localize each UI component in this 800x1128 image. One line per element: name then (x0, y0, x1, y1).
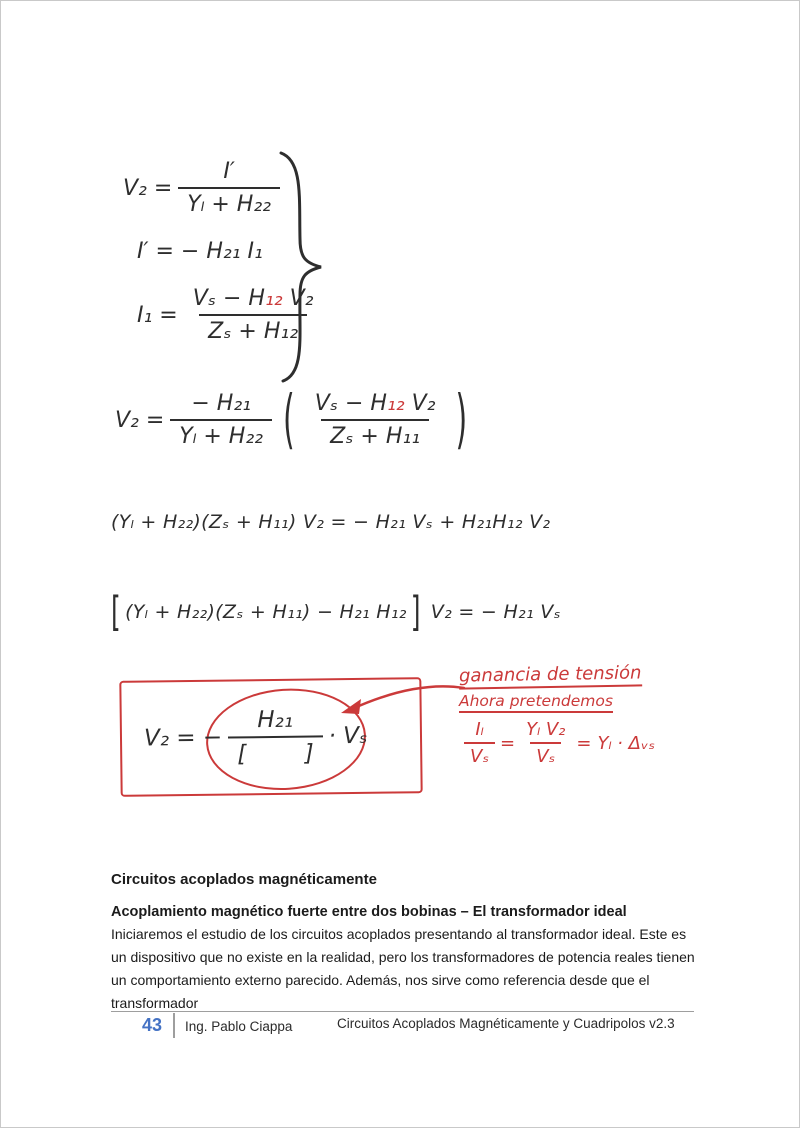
formula-result: Yₗ · Δᵥₛ (597, 732, 656, 754)
numerator: I′ (223, 159, 235, 184)
open-bracket: [ (111, 587, 122, 636)
red-subscript: ₁₂ (386, 391, 405, 416)
denominator: Zₛ + H₁₁ (321, 419, 429, 449)
numerator: Vₛ − H₁₂ V₂ (314, 391, 436, 416)
typed-text-section (111, 871, 697, 1015)
equation-combined (115, 382, 472, 458)
open-paren: ( (283, 382, 295, 458)
numerator: Vₛ − H₁₂ V₂ (192, 286, 314, 311)
gain-note: ganancia de tensión (459, 662, 642, 689)
fraction (306, 391, 445, 449)
denominator: Zₛ + H₁₂ (199, 314, 307, 344)
numerator: H₂₁ (257, 706, 294, 734)
page-number: 43 (142, 1015, 163, 1035)
eq-lhs: V₂ = (115, 407, 165, 433)
eq-lhs: V₂ = − (143, 724, 223, 752)
subsection-heading: Acoplamiento magnético fuerte entre dos bobinas – El transformador ideal (111, 904, 627, 920)
gain-formula (459, 719, 655, 767)
fraction (520, 719, 571, 767)
denominator: [ ] (228, 735, 323, 767)
denominator: Yₗ + H₂₂ (170, 419, 272, 449)
footer-doc-title: Circuitos Acoplados Magnéticamente y Cuadripolos v2.3 (337, 1016, 675, 1031)
numerator: Yₗ V₂ (526, 719, 566, 740)
red-annotations (459, 664, 655, 767)
equation-bracketed (107, 587, 561, 636)
eq-rhs: · Vₛ (328, 722, 368, 750)
eq-lhs: V₂ = (123, 175, 173, 201)
eq-lhs: I₁ = (137, 302, 178, 328)
fraction (170, 391, 272, 449)
equation-expanded: (Yₗ + H₂₂)(Zₛ + H₁₁) V₂ = − H₂₁ Vₛ + H₂₁H₁₂ V₂ (111, 511, 551, 533)
curly-brace-icon (277, 151, 325, 383)
eq-rhs: V₂ = − H₂₁ Vₛ (430, 600, 561, 623)
close-paren: ) (455, 382, 468, 458)
fraction (178, 159, 280, 217)
close-bracket: ] (410, 587, 421, 636)
red-subscript: ₁₂ (264, 286, 283, 311)
equals-sign: = (500, 732, 516, 754)
arrow-icon (334, 679, 466, 719)
numerator: − H₂₁ (191, 391, 251, 416)
fraction (228, 706, 323, 767)
footer-divider (173, 1013, 175, 1038)
equals-sign: = (576, 732, 592, 754)
footer-author: Ing. Pablo Ciappa (185, 1019, 293, 1034)
fraction (464, 719, 495, 767)
denominator: Vₛ (464, 742, 495, 767)
intent-note: Ahora pretendemos (459, 692, 613, 713)
section-heading: Circuitos acoplados magnéticamente (111, 871, 377, 888)
denominator: Yₗ + H₂₂ (178, 187, 280, 217)
footer (142, 1013, 292, 1038)
body-paragraph: Iniciaremos el estudio de los circuitos acoplados presentando al transformador ideal. Este es un dispositivo que no existe en la realidad, pero los transformadores de potencia reales tienen un comportamiento externo parecido. Además, nos sirve como referencia desde que el transformador (111, 926, 695, 1011)
eq-body: (Yₗ + H₂₂)(Zₛ + H₁₁) − H₂₁ H₁₂ (125, 600, 407, 623)
denominator: Vₛ (530, 742, 561, 767)
footer-rule (111, 1011, 694, 1012)
eq-text: I′ = − H₂₁ I₁ (137, 239, 263, 264)
numerator: Iₗ (475, 719, 484, 740)
